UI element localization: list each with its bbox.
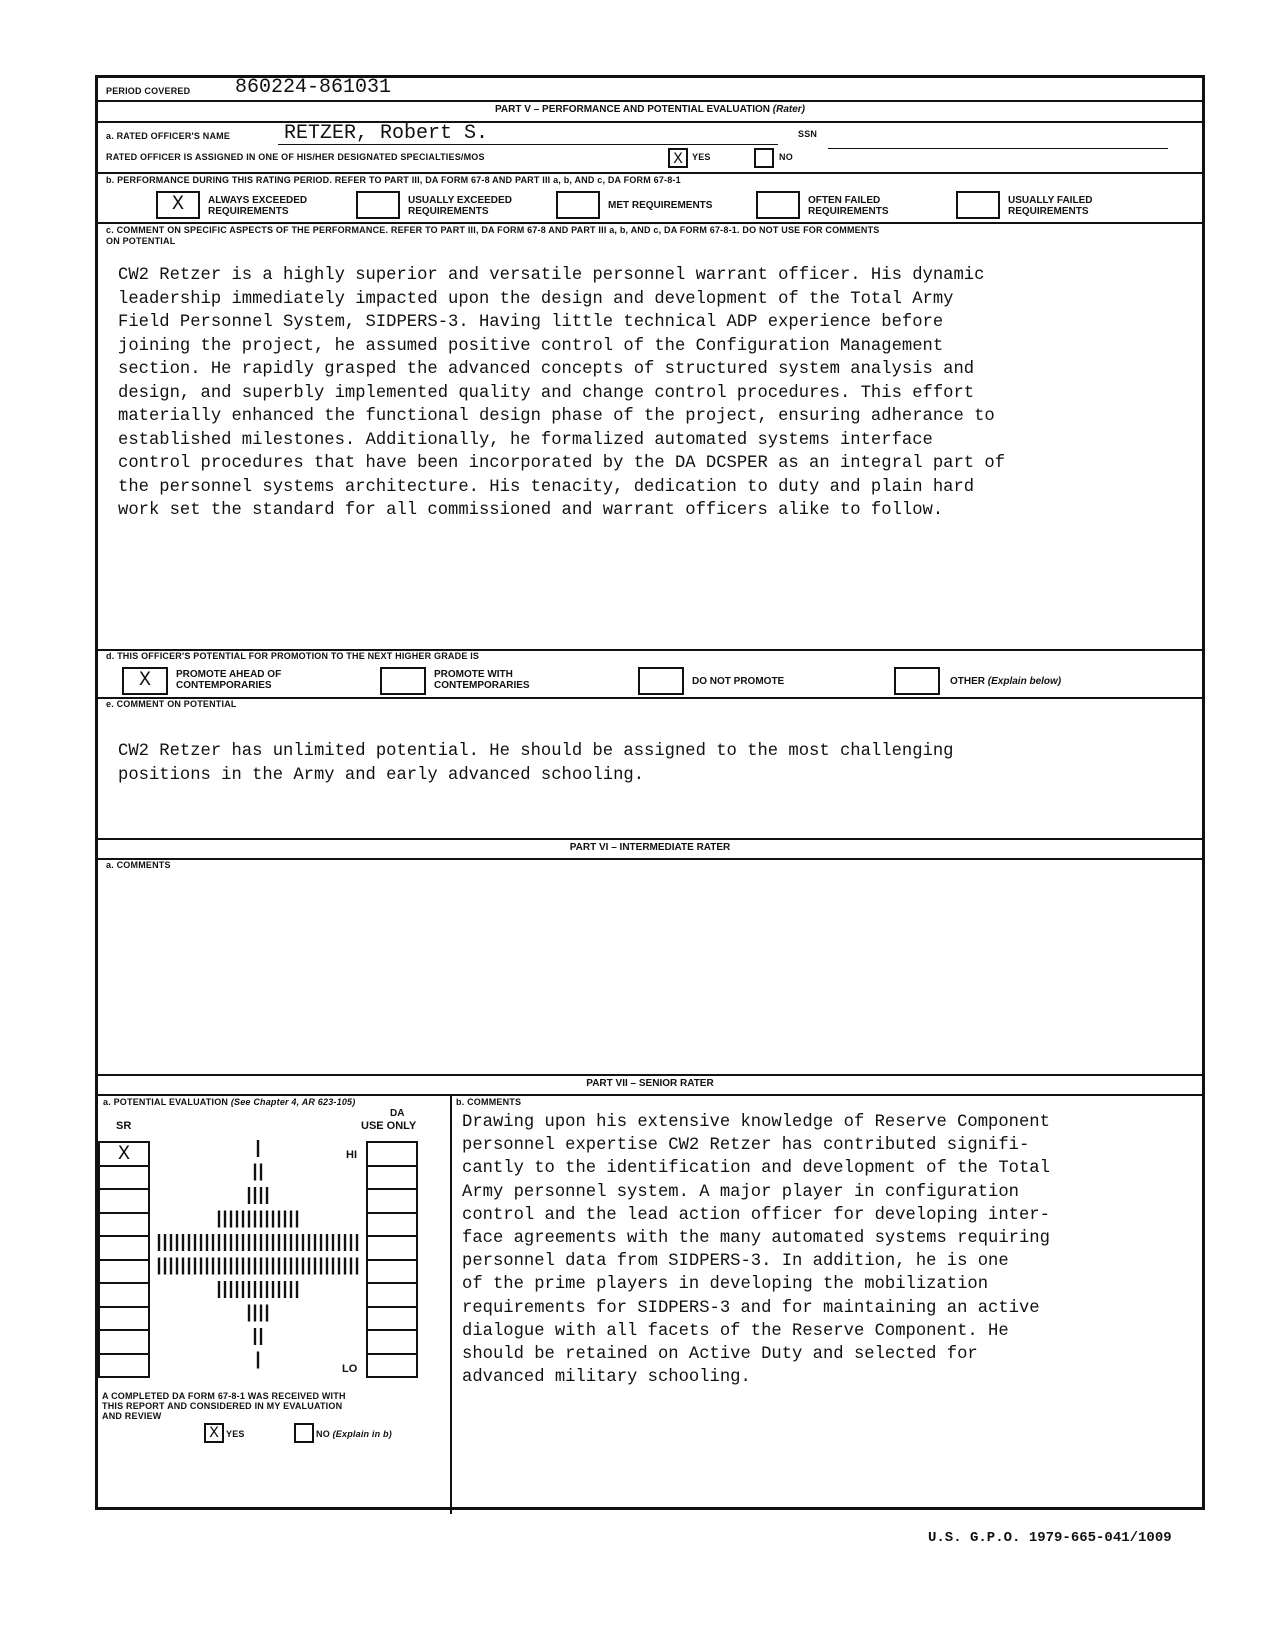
assigned-yes-label: YES: [692, 152, 711, 162]
performance-usually-exceeded-checkbox[interactable]: [356, 191, 400, 219]
da-scale-box: [366, 1188, 418, 1214]
senior-comments-text: Drawing upon his extensive knowledge of Reserve Component personnel expertise CW2 Retzer has contributed signifi- cantly to the identification and development of the Total Army personnel system. A major player in configuration control and the lead action officer for developing inter- face agreements with the many automated systems requiring personnel data from SIDPERS-3. In addition, he is one of the prime players in developing the mobilization requirements for SIDPERS-3 and for maintaining an active dialogue with all facets of the Reserve Component. He should be retained on Active Duty and selected for advanced military schooling.: [462, 1113, 1050, 1388]
performance-option-label: USUALLY EXCEEDED REQUIREMENTS: [408, 195, 512, 217]
da-scale-box: [366, 1235, 418, 1261]
comment-performance-label-line1: c. COMMENT ON SPECIFIC ASPECTS OF THE PERFORMANCE. REFER TO PART III, DA FORM 67-8 AND PART III a, b, AND c, DA FORM 67-8-1. DO NOT USE FOR COMMENTS: [106, 225, 880, 235]
ssn-underline: [828, 148, 1168, 149]
divider: [98, 697, 1202, 699]
performance-always-exceeded-checkbox[interactable]: X: [156, 191, 200, 219]
divider: [98, 858, 1202, 860]
da-scale-box: [366, 1353, 418, 1379]
distribution-graphic: [153, 1136, 363, 1376]
promotion-option-label: DO NOT PROMOTE: [692, 676, 785, 687]
divider-vertical: [450, 1094, 452, 1514]
assigned-no-checkbox[interactable]: [754, 148, 774, 168]
da-scale-box: [366, 1212, 418, 1238]
sr-scale-box[interactable]: [98, 1212, 150, 1238]
received-yes-label: YES: [226, 1429, 245, 1439]
intermediate-comments-label: a. COMMENTS: [106, 860, 171, 870]
da-label: DA: [390, 1108, 405, 1119]
performance-met-requirements-checkbox[interactable]: [556, 191, 600, 219]
sr-scale-box[interactable]: [98, 1235, 150, 1261]
assigned-no-label: NO: [779, 152, 793, 162]
comment-performance-label-line2: ON POTENTIAL: [106, 236, 176, 246]
sr-scale-box[interactable]: [98, 1165, 150, 1191]
gpo-footer: U.S. G.P.O. 1979-665-041/1009: [928, 1530, 1172, 1546]
received-no-label: NO (Explain in b): [316, 1429, 392, 1439]
da-scale-box: [366, 1282, 418, 1308]
evaluation-form: [95, 75, 1205, 1510]
da-scale-box: [366, 1141, 418, 1167]
performance-option-label: OFTEN FAILED REQUIREMENTS: [808, 195, 889, 217]
sr-scale-box[interactable]: [98, 1306, 150, 1332]
da-scale-box: [366, 1165, 418, 1191]
performance-option-label: USUALLY FAILED REQUIREMENTS: [1008, 195, 1093, 217]
sr-label: SR: [116, 1120, 132, 1132]
da-use-only-label: USE ONLY: [361, 1120, 417, 1132]
name-underline: [278, 144, 778, 145]
promotion-option-label: PROMOTE WITH CONTEMPORARIES: [434, 669, 530, 691]
assigned-yes-checkbox[interactable]: X: [668, 148, 688, 168]
senior-comments-label: b. COMMENTS: [456, 1097, 522, 1107]
sr-scale-box[interactable]: [98, 1329, 150, 1355]
promote-ahead-checkbox[interactable]: X: [122, 667, 168, 695]
sr-scale-box[interactable]: [98, 1353, 150, 1379]
performance-usually-failed-checkbox[interactable]: [956, 191, 1000, 219]
performance-label: b. PERFORMANCE DURING THIS RATING PERIOD. REFER TO PART III, DA FORM 67-8 AND PART III a, b, AND c, DA FORM 67-8-1: [106, 175, 681, 185]
part6-title: PART VI – INTERMEDIATE RATER: [569, 842, 731, 853]
comment-potential-label: e. COMMENT ON POTENTIAL: [106, 699, 237, 709]
assigned-specialties-label: RATED OFFICER IS ASSIGNED IN ONE OF HIS/HER DESIGNATED SPECIALTIES/MOS: [106, 152, 485, 162]
promotion-option-label: PROMOTE AHEAD OF CONTEMPORARIES: [176, 669, 282, 691]
received-form-text-line1: A COMPLETED DA FORM 67-8-1 WAS RECEIVED WITH: [102, 1391, 346, 1401]
lo-label: LO: [342, 1363, 358, 1375]
performance-often-failed-checkbox[interactable]: [756, 191, 800, 219]
performance-option-label: ALWAYS EXCEEDED REQUIREMENTS: [208, 195, 308, 217]
promote-with-checkbox[interactable]: [380, 667, 426, 695]
da-scale-box: [366, 1259, 418, 1285]
da-scale-box: [366, 1306, 418, 1332]
promotion-option-label: OTHER (Explain below): [950, 676, 1062, 687]
sr-scale-box[interactable]: [98, 1282, 150, 1308]
period-covered-label: PERIOD COVERED: [106, 86, 191, 96]
potential-comment-text: CW2 Retzer has unlimited potential. He should be assigned to the most challenging positions in the Army and early advanced schooling.: [118, 742, 954, 785]
da-scale-box: [366, 1329, 418, 1355]
performance-comment-text: CW2 Retzer is a highly superior and versatile personnel warrant officer. His dynamic leadership immediately impacted upon the design and development of the Total Army Field Personnel System, SIDPERS-3. Having little technical ADP experience before joining the project, he assumed positive control of the Configuration Management section. He rapidly grasped the advanced concepts of structured system analysis and design, and superbly implemented quality and change control procedures. This effort materially enhanced the functional design phase of the project, ensuring adherance to established milestones. Additionally, he formalized automated systems interface control procedures that have been incorporated by the DA DCSPER as an integral part of the personnel systems architecture. His tenacity, dedication to duty and plain hard work set the standard for all commissioned and warrant officers alike to follow.: [118, 266, 1006, 520]
received-form-text-line2: THIS REPORT AND CONSIDERED IN MY EVALUATION: [102, 1401, 343, 1411]
promotion-potential-label: d. THIS OFFICER'S POTENTIAL FOR PROMOTION TO THE NEXT HIGHER GRADE IS: [106, 651, 480, 661]
received-form-text-line3: AND REVIEW: [102, 1411, 162, 1421]
divider: [98, 100, 1202, 102]
divider: [98, 121, 1202, 123]
divider: [98, 1074, 1202, 1076]
rated-officer-name-value: RETZER, Robert S.: [284, 122, 489, 145]
received-yes-checkbox[interactable]: X: [204, 1423, 224, 1443]
received-no-checkbox[interactable]: [294, 1423, 314, 1443]
senior-potential-label: a. POTENTIAL EVALUATION (See Chapter 4, AR 623-105): [103, 1097, 356, 1107]
do-not-promote-checkbox[interactable]: [638, 667, 684, 695]
sr-scale-box[interactable]: [98, 1188, 150, 1214]
sr-scale-box[interactable]: [98, 1259, 150, 1285]
ssn-label: SSN: [798, 129, 818, 139]
divider: [98, 222, 1202, 224]
hi-label: HI: [346, 1149, 357, 1161]
performance-option-label: MET REQUIREMENTS: [608, 200, 713, 211]
other-promotion-checkbox[interactable]: [894, 667, 940, 695]
period-covered-value: 860224-861031: [235, 76, 392, 99]
divider: [98, 172, 1202, 174]
sr-scale-box[interactable]: [98, 1141, 150, 1167]
divider: [98, 838, 1202, 840]
part5-title: PART V – PERFORMANCE AND POTENTIAL EVALUATION (Rater): [494, 104, 806, 115]
divider: [98, 1094, 1202, 1096]
sr-mark: X: [117, 1143, 130, 1166]
part7-title: PART VII – SENIOR RATER: [586, 1078, 714, 1089]
rated-officer-name-label: a. RATED OFFICER'S NAME: [106, 131, 231, 141]
